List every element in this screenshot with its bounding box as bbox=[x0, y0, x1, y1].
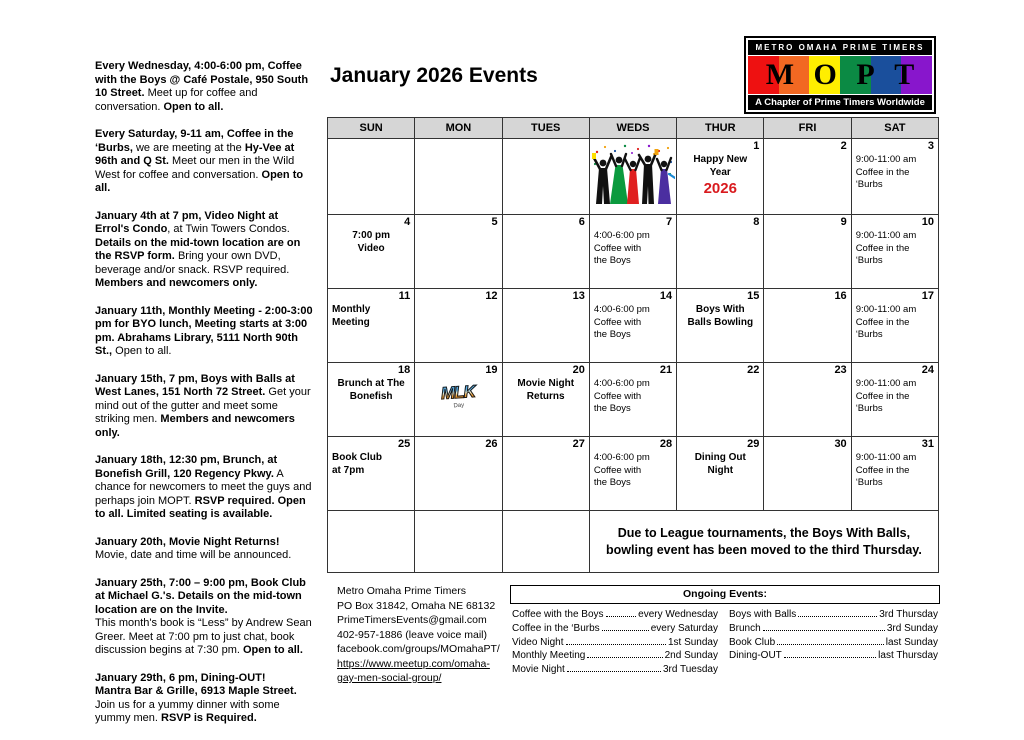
footer-line: PrimeTimersEvents@gmail.com bbox=[337, 614, 487, 626]
calendar-cell bbox=[502, 139, 589, 215]
calendar-cell-jan-7 bbox=[589, 215, 676, 289]
day-number: 8 bbox=[753, 216, 760, 228]
dot-leader bbox=[606, 616, 637, 617]
day-number: 7 bbox=[666, 216, 673, 228]
day-number: 16 bbox=[834, 290, 847, 302]
ongoing-event-row bbox=[512, 649, 718, 663]
day-header: FRI bbox=[764, 118, 851, 139]
calendar-cell-jan-18 bbox=[328, 363, 415, 437]
footer-line: Metro Omaha Prime Timers bbox=[337, 585, 466, 597]
day-number: 4 bbox=[404, 216, 411, 228]
day-number: 23 bbox=[834, 364, 847, 376]
day-number: 6 bbox=[578, 216, 585, 228]
sidebar-paragraph: January 25th, 7:00 – 9:00 pm, Book Club at Michael G.'s. Details on the mid-town location are on the Invite. This month's book is “Less” by Andrew Sean Greer. Meet at 7:00 pm to just chat, book discussion begins at 7:30 pm. Open to all. bbox=[95, 576, 312, 656]
day-number: 12 bbox=[485, 290, 498, 302]
day-number: 9 bbox=[840, 216, 847, 228]
day-number: 17 bbox=[921, 290, 934, 302]
dot-leader bbox=[587, 657, 662, 658]
calendar-cell-jan-12 bbox=[415, 289, 502, 363]
calendar-cell-jan-22 bbox=[677, 363, 764, 437]
logo-letter: T bbox=[894, 58, 915, 91]
calendar-cell-jan-21 bbox=[589, 363, 676, 437]
ongoing-event-row bbox=[512, 636, 718, 650]
calendar-cell bbox=[589, 511, 938, 573]
footer-line: 402-957-1886 (leave voice mail) bbox=[337, 628, 487, 641]
day-number: 5 bbox=[491, 216, 498, 228]
calendar-cell-jan-14 bbox=[589, 289, 676, 363]
event-text: Movie Night Returns bbox=[517, 378, 575, 402]
footer-contact-block bbox=[337, 584, 509, 686]
ongoing-event-label: Book Club bbox=[729, 636, 776, 648]
event-text: 9:00-11:00 am Coffee in the ‘Burbs bbox=[855, 230, 917, 266]
ongoing-event-schedule: last Thursday bbox=[878, 650, 938, 662]
logo-bottom-text: A Chapter of Prime Timers Worldwide bbox=[748, 95, 932, 110]
ongoing-event-schedule: last Sunday bbox=[885, 636, 938, 648]
calendar-cell-jan-25 bbox=[328, 437, 415, 511]
calendar-cell bbox=[328, 139, 415, 215]
calendar-cell-jan-26 bbox=[415, 437, 502, 511]
day-number: 24 bbox=[921, 364, 934, 376]
ongoing-event-row bbox=[729, 608, 938, 622]
ongoing-event-label: Monthly Meeting bbox=[512, 650, 586, 662]
ongoing-event-row bbox=[512, 663, 718, 677]
ongoing-event-schedule: every Saturday bbox=[650, 622, 718, 634]
logo-rainbow-stripes bbox=[748, 56, 932, 94]
ongoing-event-label: Dining-OUT bbox=[729, 650, 782, 662]
day-number: 15 bbox=[747, 290, 760, 302]
ongoing-event-label: Coffee with the Boys bbox=[512, 609, 604, 620]
event-text: 7:00 pm Video bbox=[352, 230, 391, 254]
calendar-cell-jan-31 bbox=[851, 437, 938, 511]
day-header: SAT bbox=[851, 118, 938, 139]
event-text: 4:00-6:00 pm Coffee with the Boys bbox=[593, 230, 650, 266]
dot-leader bbox=[567, 671, 661, 672]
calendar-cell bbox=[328, 511, 415, 573]
calendar-cell bbox=[589, 139, 676, 215]
event-text: 2026 bbox=[703, 180, 737, 197]
day-number: 3 bbox=[927, 140, 934, 152]
ongoing-event-schedule: 1st Sunday bbox=[667, 636, 718, 648]
calendar-cell-jan-1 bbox=[677, 139, 764, 215]
ongoing-event-row bbox=[729, 649, 938, 663]
event-text: 4:00-6:00 pm Coffee with the Boys bbox=[593, 304, 650, 340]
event-text: 4:00-6:00 pm Coffee with the Boys bbox=[593, 378, 650, 414]
calendar-cell bbox=[415, 511, 502, 573]
calendar-cell-jan-28 bbox=[589, 437, 676, 511]
new-year-party-image bbox=[590, 139, 676, 213]
mlk-day-image bbox=[415, 380, 502, 412]
ongoing-events-left-list bbox=[512, 608, 718, 677]
logo-mopt-letters bbox=[748, 56, 932, 94]
day-header: WEDS bbox=[589, 118, 676, 139]
ongoing-event-label: Brunch bbox=[729, 622, 761, 634]
ongoing-event-label: Video Night bbox=[512, 636, 564, 648]
event-text: 9:00-11:00 am Coffee in the ‘Burbs bbox=[855, 304, 917, 340]
logo-top-text: METRO OMAHA PRIME TIMERS bbox=[748, 40, 932, 55]
calendar-cell-jan-29 bbox=[677, 437, 764, 511]
calendar-cell-jan-10 bbox=[851, 215, 938, 289]
day-header: THUR bbox=[677, 118, 764, 139]
calendar-cell-jan-13 bbox=[502, 289, 589, 363]
calendar-cell-jan-24 bbox=[851, 363, 938, 437]
calendar-cell-jan-30 bbox=[764, 437, 851, 511]
calendar-cell-jan-5 bbox=[415, 215, 502, 289]
day-number: 2 bbox=[840, 140, 847, 152]
ongoing-event-schedule: 3rd Tuesday bbox=[662, 664, 718, 676]
logo-letter: M bbox=[765, 58, 795, 91]
day-number: 25 bbox=[398, 438, 411, 450]
ongoing-event-schedule: 3rd Sunday bbox=[886, 622, 938, 634]
footer-org-lines bbox=[337, 584, 509, 657]
sidebar bbox=[95, 60, 315, 740]
sidebar-paragraph: January 29th, 6 pm, Dining-OUT! Mantra Bar & Grille, 6913 Maple Street. Join us for a yummy dinner with some yummy men. RSVP is Required. bbox=[95, 671, 297, 724]
sidebar-paragraph: January 11th, Monthly Meeting - 2:00-3:00 pm for BYO lunch, Meeting starts at 3:00 pm. Abrahams Library, 5111 North 90th St., Open to all. bbox=[95, 304, 313, 357]
day-number: 26 bbox=[485, 438, 498, 450]
ongoing-event-label: Boys with Balls bbox=[729, 609, 797, 620]
dot-leader bbox=[777, 644, 884, 645]
ongoing-event-schedule: 2nd Sunday bbox=[664, 650, 718, 662]
day-number: 27 bbox=[572, 438, 585, 450]
calendar-cell-jan-4 bbox=[328, 215, 415, 289]
logo-letter: O bbox=[813, 58, 837, 91]
day-number: 21 bbox=[659, 364, 673, 376]
ongoing-event-row bbox=[512, 608, 718, 622]
event-text: Monthly Meeting bbox=[332, 304, 371, 328]
meetup-link[interactable]: https://www.meetup.com/omaha-gay-men-social-group/ bbox=[337, 657, 490, 684]
dot-leader bbox=[798, 616, 877, 617]
calendar-cell-jan-17 bbox=[851, 289, 938, 363]
day-header: TUES bbox=[502, 118, 589, 139]
footer-line: facebook.com/groups/MOmahaPT/ bbox=[337, 643, 500, 655]
day-number: 1 bbox=[753, 140, 760, 152]
ongoing-events-header: Ongoing Events: bbox=[510, 585, 940, 604]
sidebar-paragraph: January 20th, Movie Night Returns! Movie, date and time will be announced. bbox=[95, 535, 292, 561]
dot-leader bbox=[763, 630, 885, 631]
day-number: 10 bbox=[921, 216, 934, 228]
page-title: January 2026 Events bbox=[330, 64, 538, 87]
dot-leader bbox=[566, 644, 666, 645]
ongoing-event-row bbox=[729, 636, 938, 650]
day-number: 13 bbox=[572, 290, 585, 302]
calendar-cell-jan-15 bbox=[677, 289, 764, 363]
event-text: 9:00-11:00 am Coffee in the ‘Burbs bbox=[855, 154, 917, 190]
day-number: 22 bbox=[747, 364, 760, 376]
calendar-cell-jan-6 bbox=[502, 215, 589, 289]
calendar-cell-jan-27 bbox=[502, 437, 589, 511]
ongoing-event-label: Movie Night bbox=[512, 664, 565, 676]
dot-leader bbox=[602, 630, 649, 631]
league-tournament-note: Due to League tournaments, the Boys With Balls, bowling event has been moved to the third Thursday. bbox=[606, 525, 922, 557]
day-number: 31 bbox=[921, 438, 934, 450]
day-number: 14 bbox=[659, 290, 673, 302]
calendar-cell-jan-16 bbox=[764, 289, 851, 363]
event-text: Book Club at 7pm bbox=[332, 452, 382, 476]
event-text: Happy New Year bbox=[693, 154, 748, 178]
day-number: 18 bbox=[398, 364, 411, 376]
ongoing-event-row bbox=[512, 622, 718, 636]
ongoing-event-label: Coffee in the ‘Burbs bbox=[512, 622, 600, 634]
event-text: Brunch at The Bonefish bbox=[337, 378, 405, 402]
calendar-cell-jan-11 bbox=[328, 289, 415, 363]
mlk-word: MLK bbox=[415, 380, 502, 406]
sidebar-paragraph: January 18th, 12:30 pm, Brunch, at Bonefish Grill, 120 Regency Pkwy. A chance for newcomers to meet the guys and perhaps join MOPT. RSVP required. Open to all. Limited seating is available. bbox=[95, 454, 312, 520]
day-number: 19 bbox=[485, 364, 498, 376]
calendar-cell bbox=[415, 139, 502, 215]
dot-leader bbox=[784, 657, 876, 658]
calendar-cell bbox=[502, 511, 589, 573]
event-text: Dining Out Night bbox=[694, 452, 746, 476]
sidebar-paragraph: Every Saturday, 9-11 am, Coffee in the ‘Burbs, we are meeting at the Hy-Vee at 96th and Q St. Meet our men in the Wild West for coffee and conversation. Open to all. bbox=[95, 128, 304, 194]
footer-line: PO Box 31842, Omaha NE 68132 bbox=[337, 599, 496, 612]
day-number: 30 bbox=[834, 438, 847, 450]
event-text: 4:00-6:00 pm Coffee with the Boys bbox=[593, 452, 650, 488]
event-text: Boys With Balls Bowling bbox=[687, 304, 754, 328]
ongoing-events-right-list bbox=[729, 608, 938, 663]
ongoing-event-row bbox=[729, 622, 938, 636]
day-header: SUN bbox=[328, 118, 415, 139]
sidebar-paragraph: January 15th, 7 pm, Boys with Balls at West Lanes, 151 North 72 Street. Get your mind out of the gutter and meet some striking men. Members and newcomers only. bbox=[95, 372, 311, 439]
calendar-cell-jan-19 bbox=[415, 363, 502, 437]
calendar-cell-jan-23 bbox=[764, 363, 851, 437]
sidebar-paragraph: Every Wednesday, 4:00-6:00 pm, Coffee with the Boys @ Café Postale, 950 South 10 Street. Meet up for coffee and conversation. Open to all. bbox=[95, 60, 309, 113]
calendar-cell-jan-2 bbox=[764, 139, 851, 215]
day-number: 28 bbox=[659, 438, 673, 450]
day-number: 20 bbox=[572, 364, 585, 376]
ongoing-event-schedule: every Wednesday bbox=[638, 609, 718, 620]
mlk-day-label: Day bbox=[453, 402, 465, 410]
ongoing-event-schedule: 3rd Thursday bbox=[879, 609, 938, 620]
calendar-cell-jan-8 bbox=[677, 215, 764, 289]
calendar-table bbox=[327, 117, 939, 573]
mopt-logo bbox=[744, 36, 936, 114]
event-text: 9:00-11:00 am Coffee in the ‘Burbs bbox=[855, 378, 917, 414]
day-number: 29 bbox=[747, 438, 760, 450]
logo-letter: P bbox=[856, 58, 875, 91]
calendar-cell-jan-3 bbox=[851, 139, 938, 215]
sidebar-paragraph: January 4th at 7 pm, Video Night at Errol's Condo, at Twin Towers Condos. Details on the mid-town location are on the RSVP form. Bring your own DVD, beverage and/or snack. RSVP required. Members and newcomers only. bbox=[95, 209, 301, 289]
day-number: 11 bbox=[398, 290, 411, 302]
calendar-cell-jan-9 bbox=[764, 215, 851, 289]
calendar-cell-jan-20 bbox=[502, 363, 589, 437]
event-text: 9:00-11:00 am Coffee in the ‘Burbs bbox=[855, 452, 917, 488]
day-header: MON bbox=[415, 118, 502, 139]
calendar bbox=[327, 117, 939, 573]
